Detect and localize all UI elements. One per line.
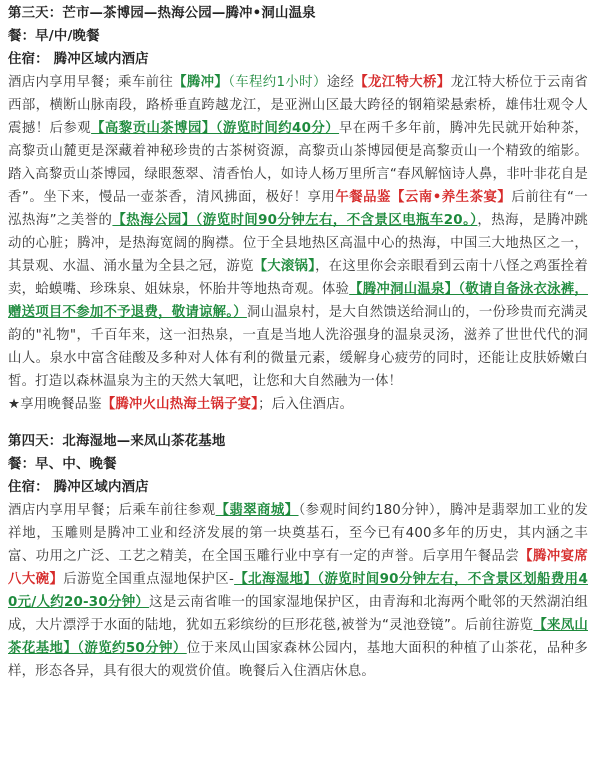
text-segment: 酒店内享用早餐；后乘车前往参观 — [8, 503, 216, 518]
text-segment: （参观时间约180分钟），腾冲是翡翠加工业的发祥地，玉雕则是腾冲工业和经济发展的第一块奠基石，至今已有400多年的历史，其内涵之丰富、功用之广泛、工艺之精美，在全国玉雕行业中享有一定的声誉。后享用午餐品尝 — [8, 503, 589, 564]
day4-meals: 餐：早、中、晚餐 — [8, 457, 117, 472]
highlight-camellia-base: 【来凤山茶花基地】（游览约50分钟） — [8, 618, 588, 656]
day3-lodging: 住宿： 腾冲区域内酒店 — [8, 52, 149, 67]
day3-meals: 餐：早/中/晚餐 — [8, 29, 100, 44]
day4-description — [8, 499, 588, 683]
highlight-dagun-pot: 【大滚锅】 — [253, 259, 316, 274]
text-segment: 途经 — [326, 75, 355, 90]
drive-time-note: （车程约1小时） — [228, 75, 327, 90]
text-segment: 后游览全国重点湿地保护区- — [63, 572, 235, 587]
day4-title: 第四天：北海湿地—来凤山茶花基地 — [8, 434, 226, 449]
text-segment: ，在这里你会亲眼看到云南十八怪之鸡蛋拴着卖，蛤蟆嘴、珍珠泉、姐妹泉，怀胎井等地热奇观。体验 — [8, 259, 588, 297]
text-segment: ，热海，是腾冲跳动的心脏；腾冲，是热海宽阔的胸襟。位于全县地热区高温中心的热海，中国三大地热区之一，其景观、水温、涌水量为全县之冠，游览 — [8, 213, 588, 274]
text-segment: 酒店内享用早餐；乘车前往 — [8, 75, 174, 90]
lunch-label: 午餐品鉴 — [335, 190, 391, 205]
highlight-longjiang-bridge: 【龙江特大桥】 — [354, 75, 451, 90]
text-segment: 后前往有“一泓热海”之美誉的 — [8, 190, 588, 228]
highlight-beihai-wetland: 【北海湿地】（游览时间90分钟左右，不含景区划船费用40元/人约20-30分钟） — [8, 572, 588, 610]
highlight-hot-spring: 【腾冲洞山温泉】（敬请自备泳衣泳裤，赠送项目不参加不予退费，敬请谅解。） — [8, 282, 589, 320]
highlight-dinner: 【腾冲火山热海土锅子宴】 — [101, 397, 259, 412]
day3-description — [8, 71, 588, 393]
text-segment: 早在两千多年前，腾冲先民就开始种茶，高黎贡山麓更是深藏着神秘珍贵的古茶树资源，高黎贡山茶博园便是高黎贡山一个精致的缩影。踏入高黎贡山茶博园，绿眼葱翠、清香怡人，如诗人杨万里所言“春风解恼诗人鼻，非叶非花自是香”。坐下来，慢品一壶茶香，清风拂面，极好！享用 — [8, 121, 589, 205]
day4-lodging: 住宿： 腾冲区域内酒店 — [8, 480, 149, 495]
text-segment: 龙江特大桥位于云南省西部，横断山脉南段，路桥垂直跨越龙江，是亚洲山区最大跨径的钢箱梁悬索桥，雄伟壮观令人震撼！后参观 — [8, 75, 588, 136]
highlight-tea-park: 【高黎贡山茶博园】（游览时间约40分） — [91, 121, 340, 136]
highlight-jade-mall: 【翡翠商城】 — [215, 503, 299, 518]
text-segment: ；后入住酒店。 — [258, 397, 354, 412]
text-segment: ★享用晚餐品鉴 — [8, 397, 102, 412]
text-segment: 洞山温泉村，是大自然馈送给洞山的，一份珍贵而充满灵韵的"礼物"，千百年来，这一汩热泉，一直是当地人洗浴强身的温泉灵汤，滋养了世世代代的洞山人。泉水中富含硅酸及多种对人体有利的微量元素，缓解身心疲劳的同时，还能让皮肤娇嫩白皙。打造以森林温泉为主的天然大氧吧，让您和大自然融为一体！ — [8, 305, 588, 389]
section-gap — [8, 416, 588, 430]
highlight-eight-bowls: 【腾冲宴席八大碗】 — [8, 549, 589, 587]
text-segment: 这是云南省唯一的国家湿地保护区，由青海和北海两个毗邻的天然湖泊组成，大片漂浮于水面的陆地，犹如五彩缤纷的巨形花毯,被誉为“灵池登镜”。后前往游览 — [8, 595, 588, 633]
highlight-tea-feast: 【云南•养生茶宴】 — [390, 190, 512, 205]
highlight-rehai-park: 【热海公园】（游览时间90分钟左右，不含景区电瓶车20。） — [112, 213, 478, 228]
day3-dinner-line — [8, 393, 588, 416]
highlight-tengchong: 【腾冲】 — [173, 75, 229, 90]
day3-title: 第三天：芒市—茶博园—热海公园—腾冲•洞山温泉 — [8, 6, 316, 21]
text-segment: 位于来凤山国家森林公园内，基地大面积的种植了山茶花，品种多样，形态各异，具有很大的观赏价值。晚餐后入住酒店休息。 — [8, 641, 588, 679]
